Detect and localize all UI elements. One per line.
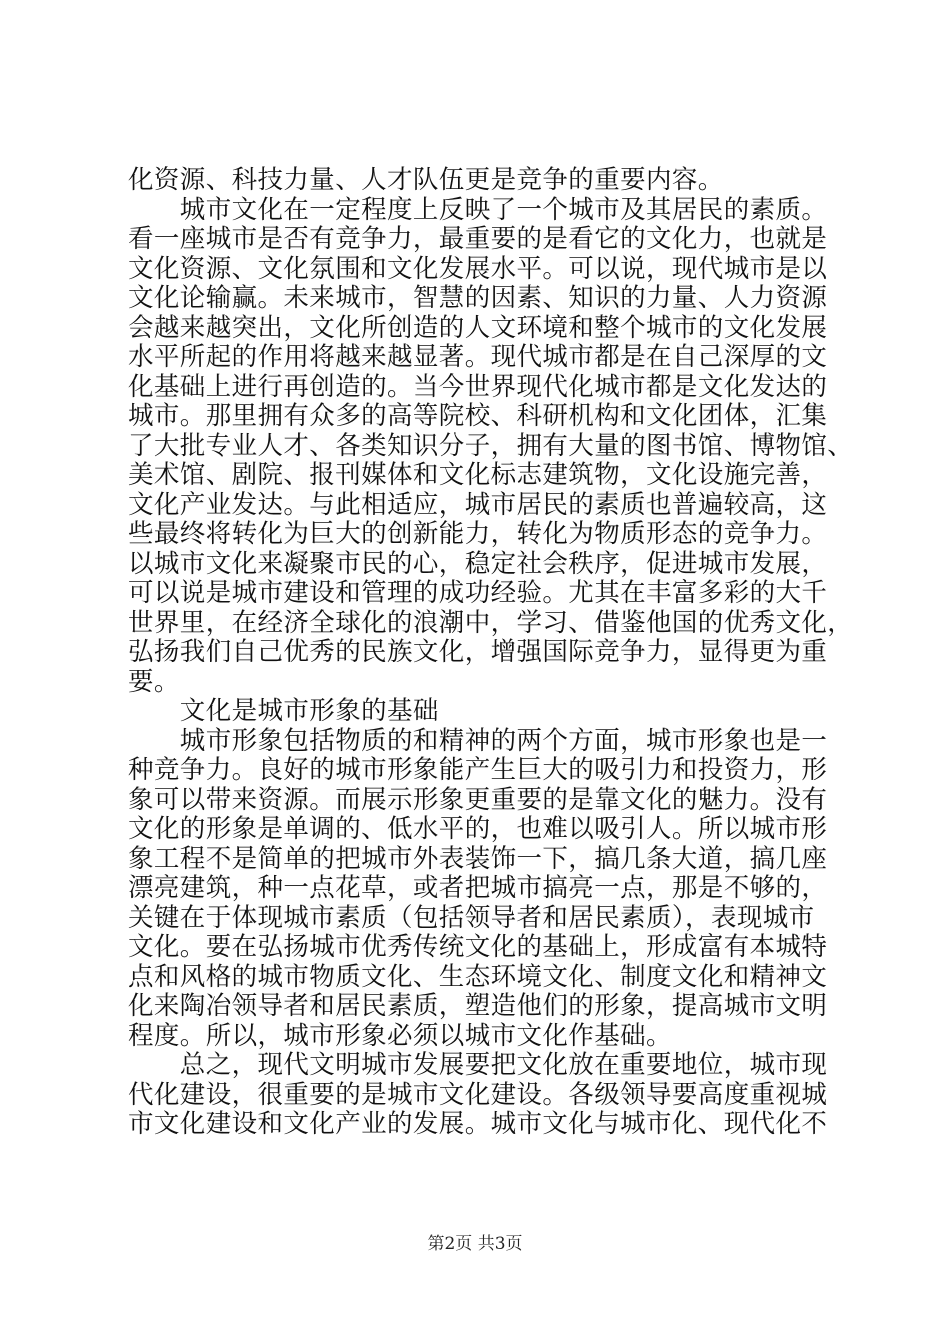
text-line: 可以说是城市建设和管理的成功经验。尤其在丰富多彩的大千: [128, 578, 828, 608]
document-body: [128, 165, 854, 1140]
text-line: 文化论输赢。未来城市，智慧的因素、知识的力量、人力资源: [128, 283, 828, 313]
text-line: 了大批专业人才、各类知识分子，拥有大量的图书馆、博物馆、: [128, 430, 854, 461]
text-line: 文化的形象是单调的、低水平的，也难以吸引人。所以城市形: [128, 814, 828, 844]
text-line: 文化产业发达。与此相适应，城市居民的素质也普遍较高，这: [128, 489, 828, 520]
text-line: 象工程不是简单的把城市外表装饰一下，搞几条大道，搞几座: [128, 843, 828, 874]
text-line: 世界里，在经济全球化的浪潮中，学习、借鉴他国的优秀文化，: [128, 607, 854, 638]
text-line: 总之，现代文明城市发展要把文化放在重要地位，城市现: [128, 1050, 828, 1080]
text-line: 种竞争力。良好的城市形象能产生巨大的吸引力和投资力，形: [128, 755, 828, 785]
text-line: 要。: [128, 666, 180, 697]
text-line: 城市。那里拥有众多的高等院校、科研机构和文化团体，汇集: [128, 401, 828, 431]
text-line: 以城市文化来凝聚市民的心，稳定社会秩序，促进城市发展，: [128, 548, 828, 579]
text-line: 程度。所以，城市形象必须以城市文化作基础。: [128, 1020, 672, 1051]
text-line: 象可以带来资源。而展示形象更重要的是靠文化的魅力。没有: [128, 784, 828, 815]
text-line: 城市形象包括物质的和精神的两个方面，城市形象也是一: [128, 725, 828, 756]
text-line: 美术馆、剧院、报刊媒体和文化标志建筑物，文化设施完善，: [128, 460, 828, 490]
text-line: 化资源、科技力量、人才队伍更是竞争的重要内容。: [128, 165, 724, 195]
page-number-label: 第2页 共3页: [427, 1234, 523, 1254]
text-line: 些最终将转化为巨大的创新能力，转化为物质形态的竞争力。: [128, 519, 828, 549]
text-line: 弘扬我们自己优秀的民族文化，增强国际竞争力，显得更为重: [128, 637, 828, 667]
text-line: 文化。要在弘扬城市优秀传统文化的基础上，形成富有本城特: [128, 932, 828, 962]
text-line: 化基础上进行再创造的。当今世界现代化城市都是文化发达的: [128, 371, 828, 402]
text-line: 会越来越突出，文化所创造的人文环境和整个城市的文化发展: [128, 312, 828, 343]
text-line: 代化建设，很重要的是城市文化建设。各级领导要高度重视城: [128, 1079, 828, 1110]
text-line: 化来陶冶领导者和居民素质，塑造他们的形象，提高城市文明: [128, 991, 828, 1021]
text-line: 点和风格的城市物质文化、生态环境文化、制度文化和精神文: [128, 961, 828, 992]
text-line: 城市文化在一定程度上反映了一个城市及其居民的素质。: [128, 194, 828, 225]
text-line: 市文化建设和文化产业的发展。城市文化与城市化、现代化不: [128, 1109, 828, 1139]
section-heading: 文化是城市形象的基础: [128, 696, 439, 726]
page-footer: [0, 1233, 950, 1255]
text-line: 关键在于体现城市素质（包括领导者和居民素质），表现城市: [128, 902, 815, 933]
text-line: 看一座城市是否有竞争力，最重要的是看它的文化力，也就是: [128, 224, 828, 254]
text-line: 漂亮建筑，种一点花草，或者把城市搞亮一点，那是不够的，: [128, 873, 828, 903]
text-line: 水平所起的作用将越来越显著。现代城市都是在自己深厚的文: [128, 342, 828, 372]
text-line: 文化资源、文化氛围和文化发展水平。可以说，现代城市是以: [128, 253, 828, 284]
